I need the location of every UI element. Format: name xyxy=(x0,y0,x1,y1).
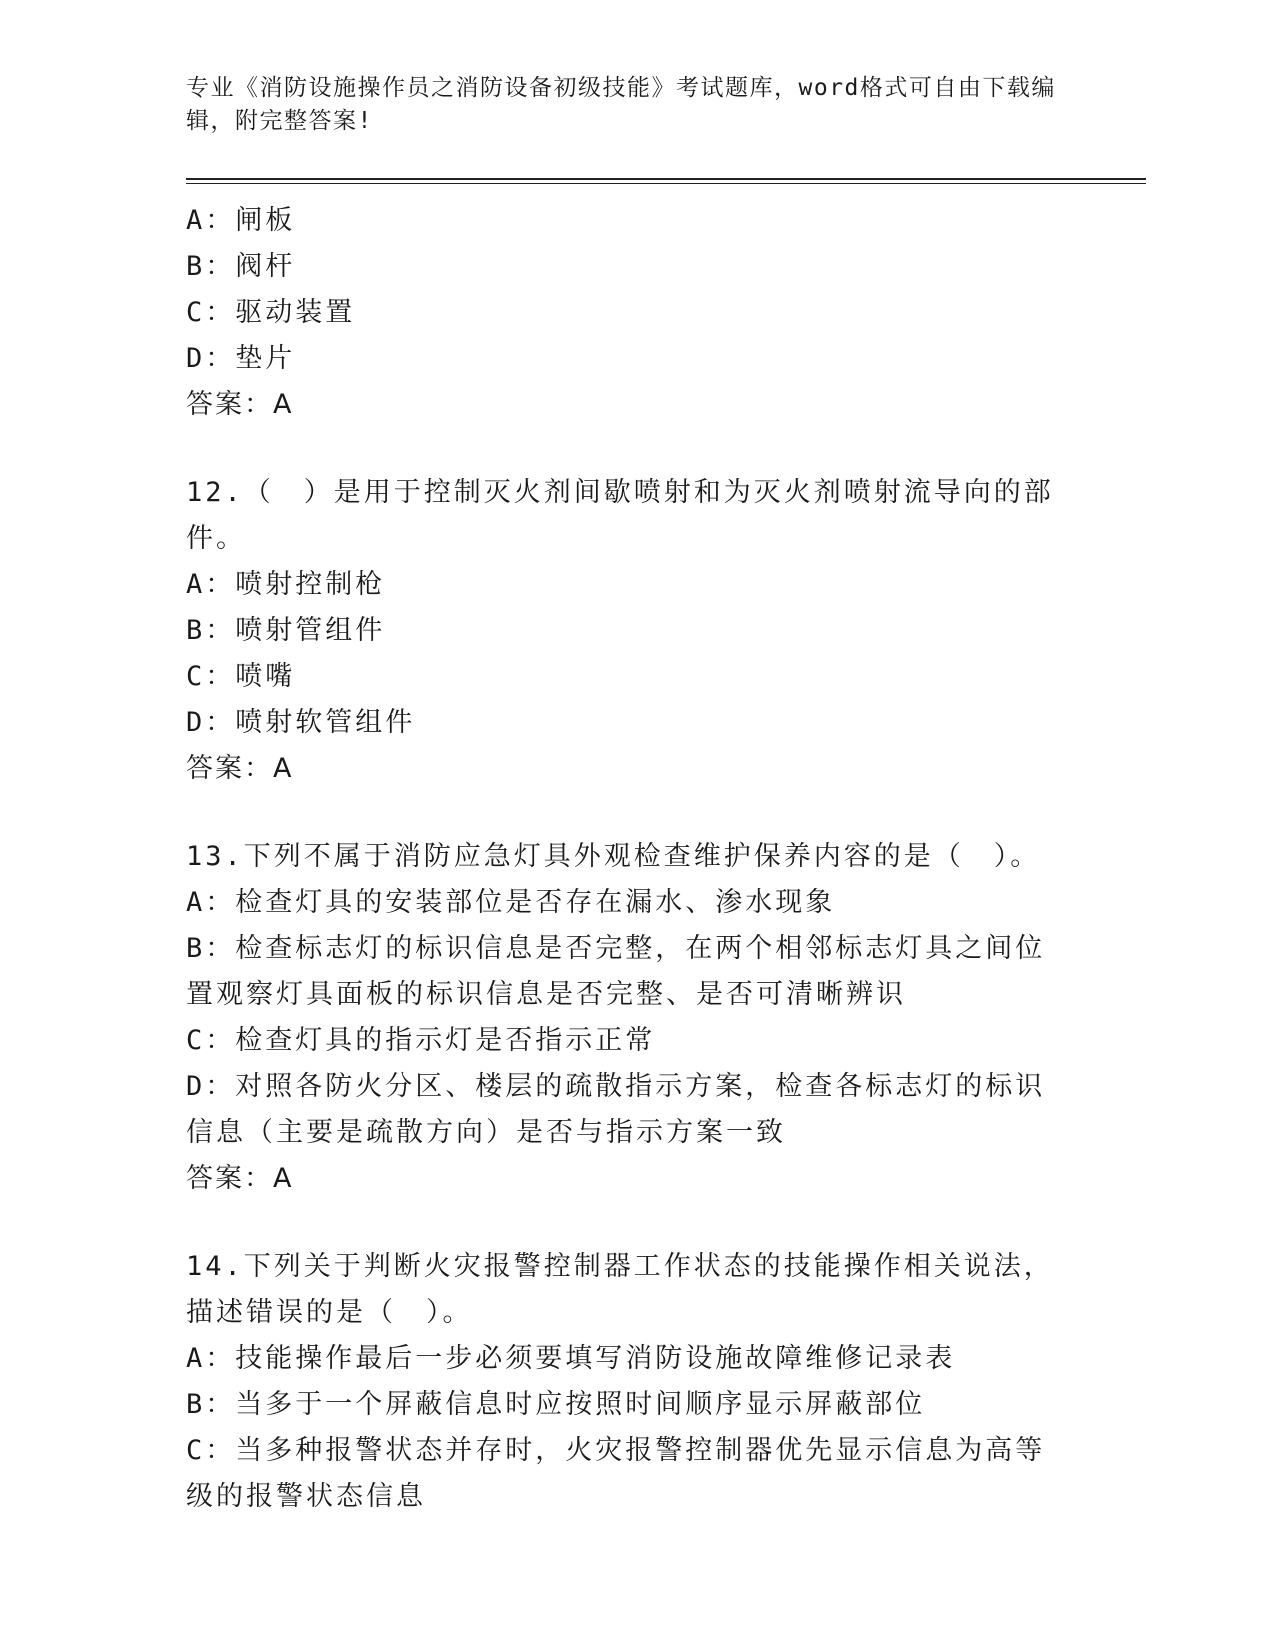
question-list xyxy=(186,198,1106,1520)
option-c: C：喷嘴 xyxy=(186,661,296,692)
document-page xyxy=(186,72,1106,1520)
option-a: A：喷射控制枪 xyxy=(186,569,386,600)
option-d: D：垫片 xyxy=(186,343,296,374)
question-block-14 xyxy=(186,1244,1106,1520)
option-b: B：检查标志灯的标识信息是否完整，在两个相邻标志灯具之间位置观察灯具面板的标识信息是否完整、是否可清晰辨识 xyxy=(186,933,1046,1010)
option-d: D：喷射软管组件 xyxy=(186,707,416,738)
option-c: C：当多种报警状态并存时，火灾报警控制器优先显示信息为高等级的报警状态信息 xyxy=(186,1435,1046,1512)
question-text: 12.（ ）是用于控制灭火剂间歇喷射和为灭火剂喷射流导向的部件。 xyxy=(186,477,1054,554)
answer: 答案：A xyxy=(186,753,294,784)
option-d: D：对照各防火分区、楼层的疏散指示方案，检查各标志灯的标识信息（主要是疏散方向）是否与指示方案一致 xyxy=(186,1071,1046,1148)
option-a: A：技能操作最后一步必须要填写消防设施故障维修记录表 xyxy=(186,1343,956,1374)
question-block-12 xyxy=(186,470,1106,792)
option-c: C：检查灯具的指示灯是否指示正常 xyxy=(186,1025,656,1056)
option-a: A：闸板 xyxy=(186,205,296,236)
header-line-2: 辑，附完整答案! xyxy=(186,108,373,134)
option-b: B：喷射管组件 xyxy=(186,615,386,646)
header-line-1: 专业《消防设施操作员之消防设备初级技能》考试题库，word格式可自由下载编 xyxy=(186,75,1056,101)
question-text: 13.下列不属于消防应急灯具外观检查维护保养内容的是（ ）。 xyxy=(186,841,1041,872)
header-divider xyxy=(186,178,1146,184)
answer: 答案：A xyxy=(186,1163,294,1194)
answer: 答案：A xyxy=(186,389,294,420)
option-c: C：驱动装置 xyxy=(186,297,356,328)
question-block-11 xyxy=(186,198,1106,428)
question-text: 14.下列关于判断火灾报警控制器工作状态的技能操作相关说法，描述错误的是（ ）。 xyxy=(186,1251,1054,1328)
document-header xyxy=(186,72,1066,138)
option-b: B：当多于一个屏蔽信息时应按照时间顺序显示屏蔽部位 xyxy=(186,1389,926,1420)
question-block-13 xyxy=(186,834,1106,1202)
option-a: A：检查灯具的安装部位是否存在漏水、渗水现象 xyxy=(186,887,836,918)
option-b: B：阀杆 xyxy=(186,251,296,282)
